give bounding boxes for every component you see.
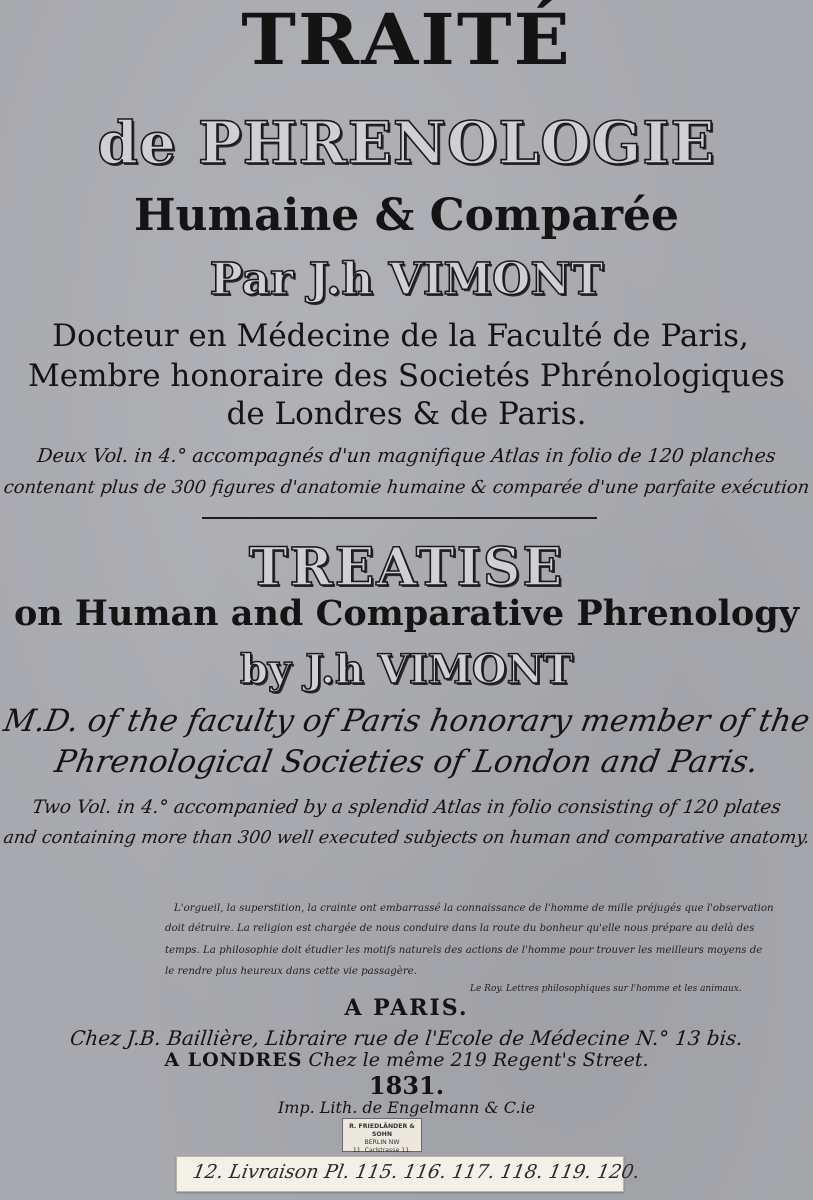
label-text: 12. Livraison Pl. 115. 116. 117. 118. 119. 120. [191,1161,642,1183]
french-credential-2: Membre honoraire des Societés Phrénologiques [28,358,785,394]
english-author: by J.h VIMONT [239,646,574,693]
quote-attribution: Le Roy. Lettres philosophiques sur l'homme et les animaux. [470,984,742,994]
french-title: TRAITÉ [241,0,572,81]
english-title: TREATISE [248,537,565,598]
imprint-year: 1831. [368,1071,445,1100]
divider-rule [202,517,597,519]
english-description-2: and containing more than 300 well executed subjects on human and comparative anatomy. [2,828,811,848]
imprint-city: A PARIS. [344,995,469,1021]
french-description-1: Deux Vol. in 4.° accompagnés d'un magnifique Atlas in folio de 120 planches [36,445,777,467]
stamp-line-2: BERLIN NW [364,1139,400,1146]
quote-line-2: doit détruire. La religion est chargée de nous conduire dans la route du bonheur qu'elle nous prépare au delà des [165,923,755,934]
french-credential-3: de Londres & de Paris. [226,396,587,432]
french-credential-1: Docteur en Médecine de la Faculté de Paris, [52,318,749,354]
english-subtitle: on Human and Comparative Phrenology [13,593,800,634]
english-description-1: Two Vol. in 4.° accompanied by a splendid Atlas in folio consisting of 120 plates [30,797,783,818]
imprint-london-label: A LONDRES [164,1049,303,1071]
french-subtitle-2: Humaine & Comparée [133,190,680,241]
stamp-line-1: R. FRIEDLÄNDER & SOHN [349,1123,415,1138]
bookseller-stamp [342,1118,422,1152]
paper-label-slip [176,1156,642,1192]
imprint-publisher: Chez J.B. Baillière, Libraire rue de l'Ecole de Médecine N.° 13 bis. [68,1026,745,1050]
quote-line-4: le rendre plus heureux dans cette vie passagère. [165,966,417,977]
french-author: Par J.h VIMONT [209,254,604,305]
french-description-2: contenant plus de 300 figures d'anatomie humaine & comparée d'une parfaite exécution [2,477,811,498]
imprint-london-address: Chez le même 219 Regent's Street. [308,1049,649,1071]
imprint-printer: Imp. Lith. de Engelmann & C.ie [277,1098,536,1117]
quote-line-1: L'orgueil, la superstition, la crainte ont embarrassé la connaissance de l'homme de mille préjugés que l'observation [174,903,774,914]
english-credential-1: M.D. of the faculty of Paris honorary member of the [0,704,813,739]
english-credential-2: Phrenological Societies of London and Paris. [51,744,762,780]
stamp-line-3: 11. Carlstrasse 11. [352,1147,412,1154]
french-subtitle: de PHRENOLOGIE [97,109,716,177]
quote-line-3: temps. La philosophie doit étudier les motifs naturels des actions de l'homme pour trouver les meilleurs moyens de [165,945,763,956]
